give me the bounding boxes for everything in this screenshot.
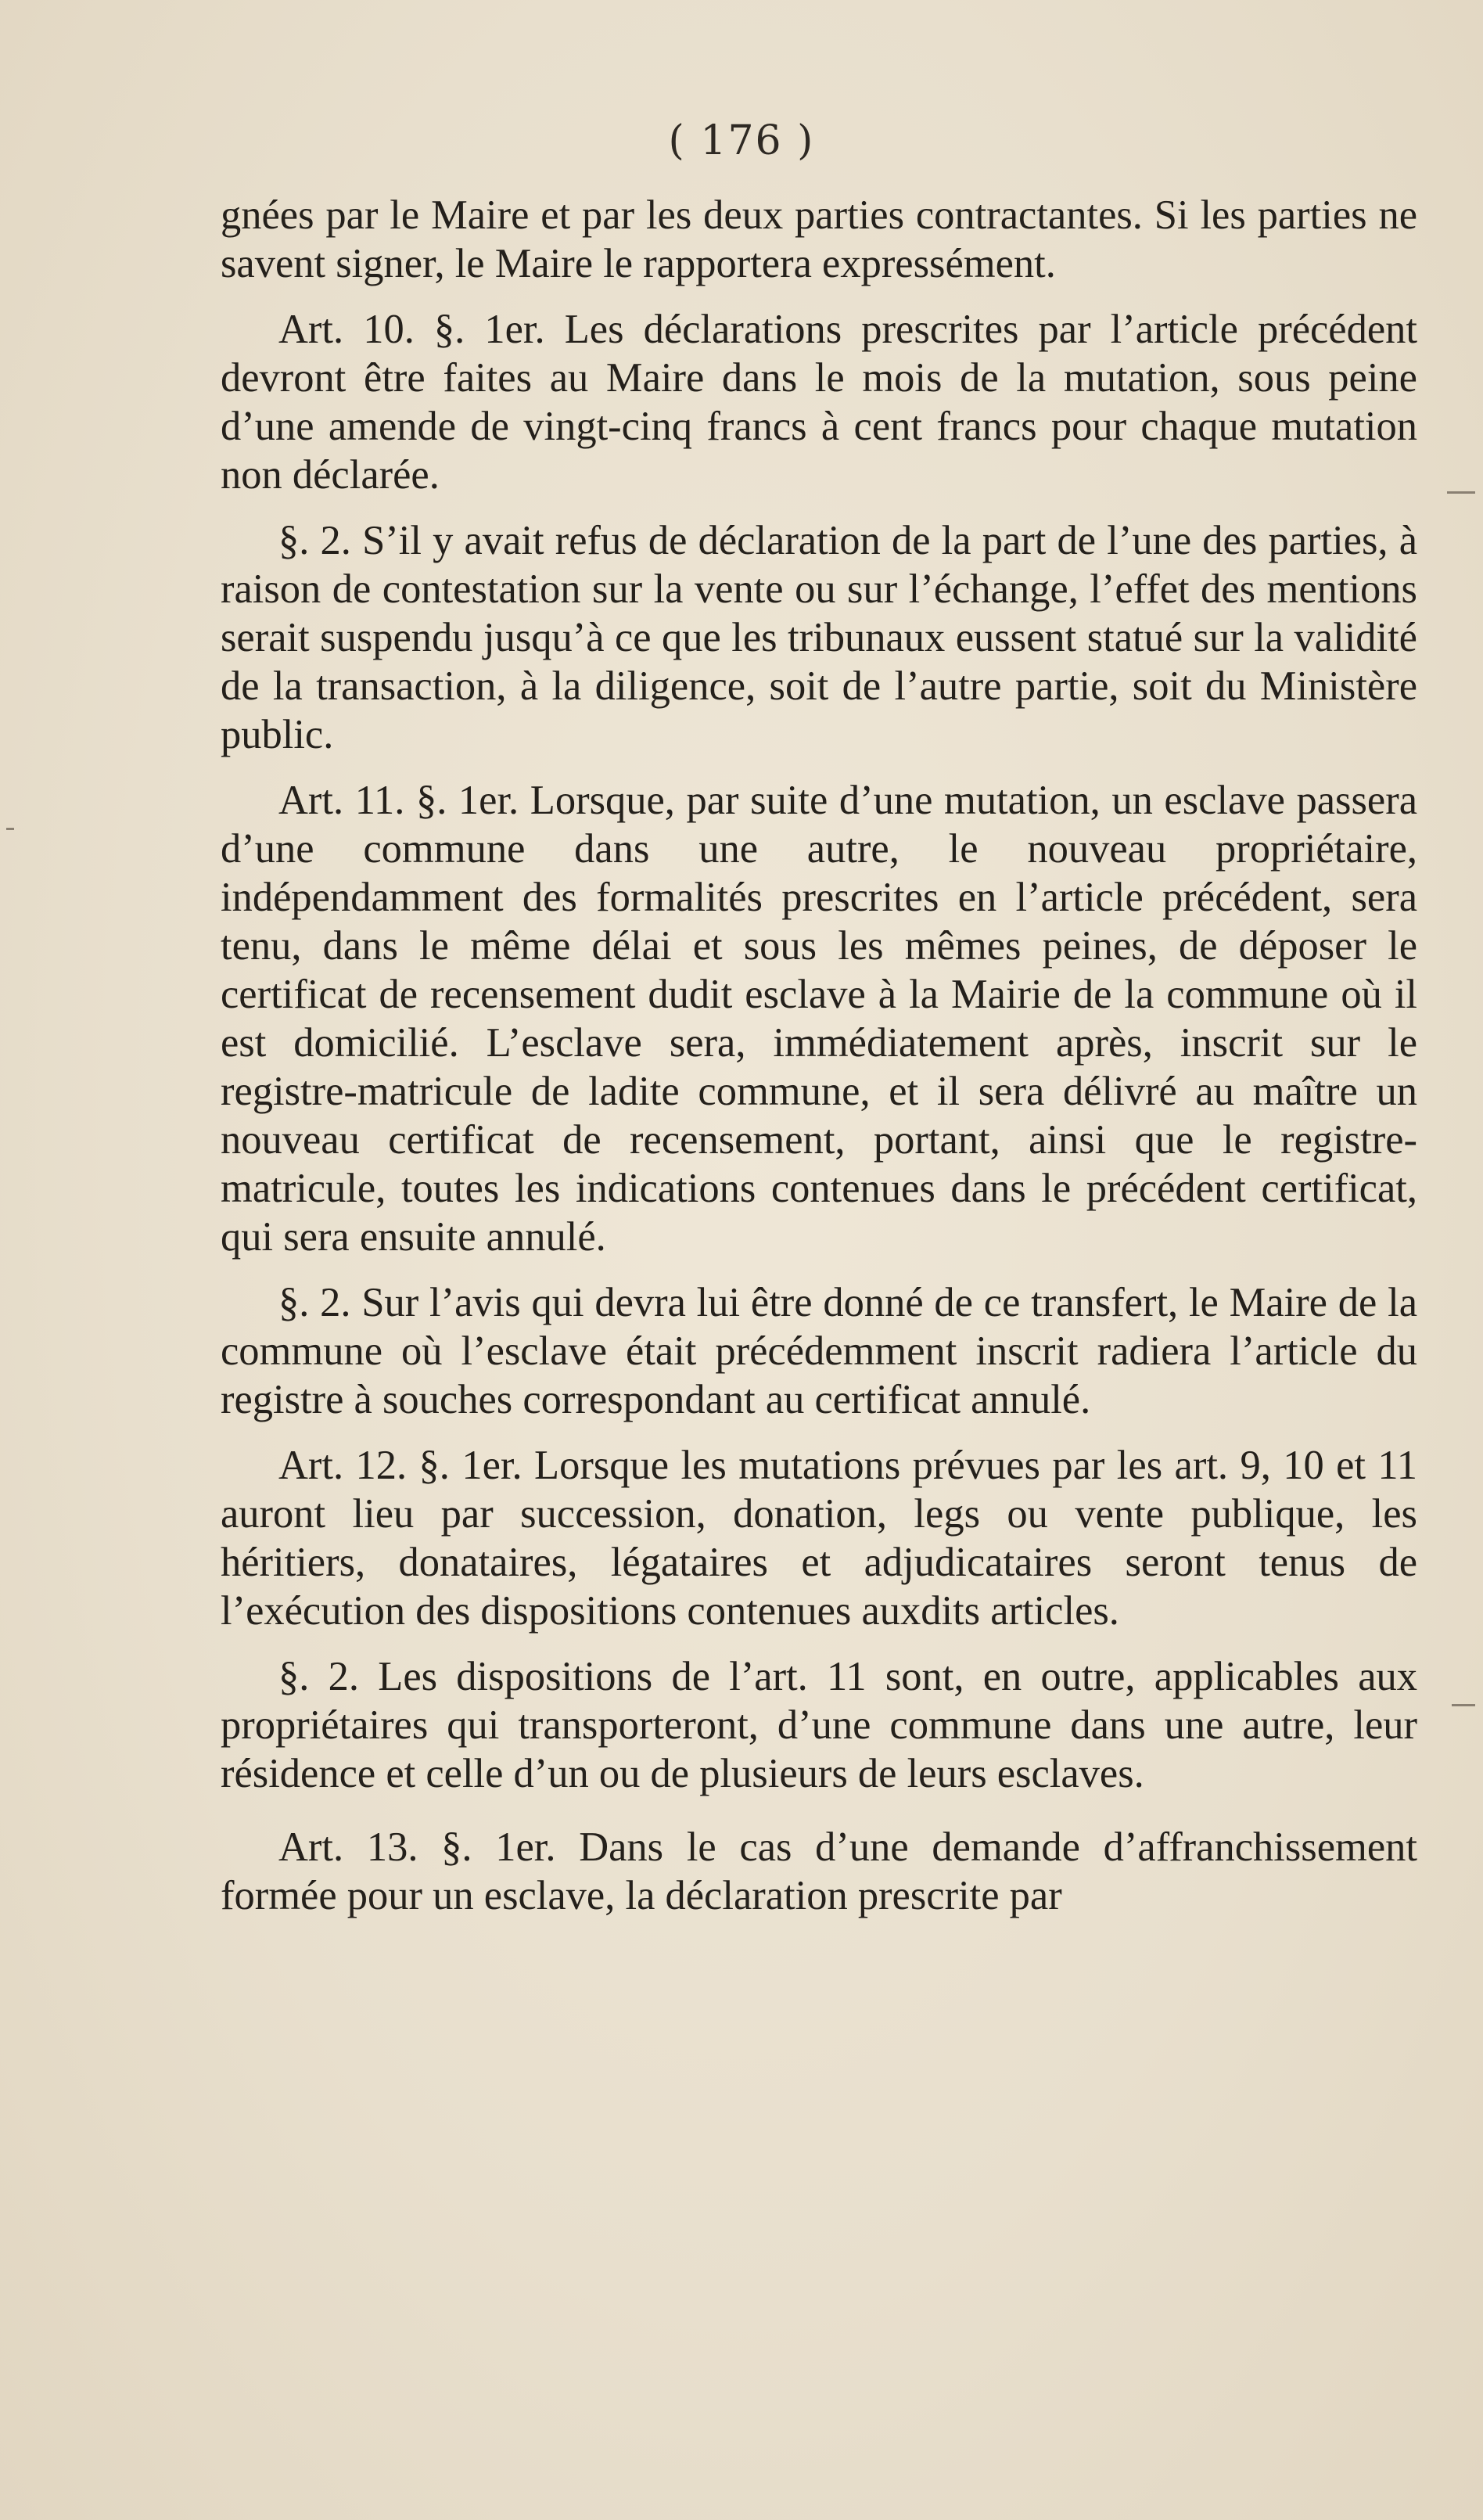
paragraph-art-10-s1: Art. 10. §. 1er. Les déclarations prescrites par l’article précédent devront être faites au Maire dans le mois de la mutation, sous peine d’une amende de vingt-cinq francs à cent francs pour chaque mutation non déclarée.: [221, 307, 1417, 498]
paragraph-continuation: gnées par le Maire et par les deux parties contractantes. Si les parties ne savent signer, le Maire le rapportera expressément.: [221, 192, 1417, 286]
page-number: ( 176 ): [668, 117, 815, 164]
paragraph-art-13-s1: Art. 13. §. 1er. Dans le cas d’une demande d’affranchissement formée pour un esclave, la déclaration prescrite par: [221, 1824, 1417, 1918]
margin-mark: [6, 828, 14, 830]
paragraph-art-10-s2: §. 2. S’il y avait refus de déclaration de la part de l’une des parties, à raison de contestation sur la vente ou sur l’échange, l’effet des mentions serait suspendu jusqu’à ce que les tribunaux eussent statué sur la validité de la transaction, à la diligence, soit de l’autre partie, soit du Ministère public.: [221, 518, 1417, 757]
paragraph-art-11-s2: §. 2. Sur l’avis qui devra lui être donné de ce transfert, le Maire de la commune où l’esclave était précédemment inscrit radiera l’article du registre à souches correspondant au certificat annulé.: [221, 1280, 1417, 1422]
paragraph-art-12-s1: Art. 12. §. 1er. Lorsque les mutations prévues par les art. 9, 10 et 11 auront lieu par succession, donation, legs ou vente publique, les héritiers, donataires, légataires et adjudicataires seront tenus de l’exécution des dispositions contenues auxdits articles.: [221, 1443, 1417, 1634]
paragraph-art-11-s1: Art. 11. §. 1er. Lorsque, par suite d’une mutation, un esclave passera d’une commune dans une autre, le nouveau propriétaire, indépendamment des formalités prescrites en l’article précédent, sera tenu, dans le même délai et sous les mêmes peines, de déposer le certificat de recensement dudit esclave à la Mairie de la commune où il est domicilié. L’esclave sera, immédiatement après, inscrit sur le registre-matricule de ladite commune, et il sera délivré au maître un nouveau certificat de recensement, portant, ainsi que le registre-matricule, toutes les indications contenues dans le précédent certificat, qui sera ensuite annulé.: [221, 778, 1417, 1260]
body-text: [221, 191, 1417, 1937]
margin-mark: [1452, 1704, 1475, 1706]
paragraph-art-12-s2: §. 2. Les dispositions de l’art. 11 sont, en outre, applicables aux propriétaires qui transporteront, d’une commune dans une autre, leur résidence et celle d’un ou de plusieurs de leurs esclaves.: [221, 1654, 1417, 1796]
margin-mark: [1447, 491, 1475, 494]
